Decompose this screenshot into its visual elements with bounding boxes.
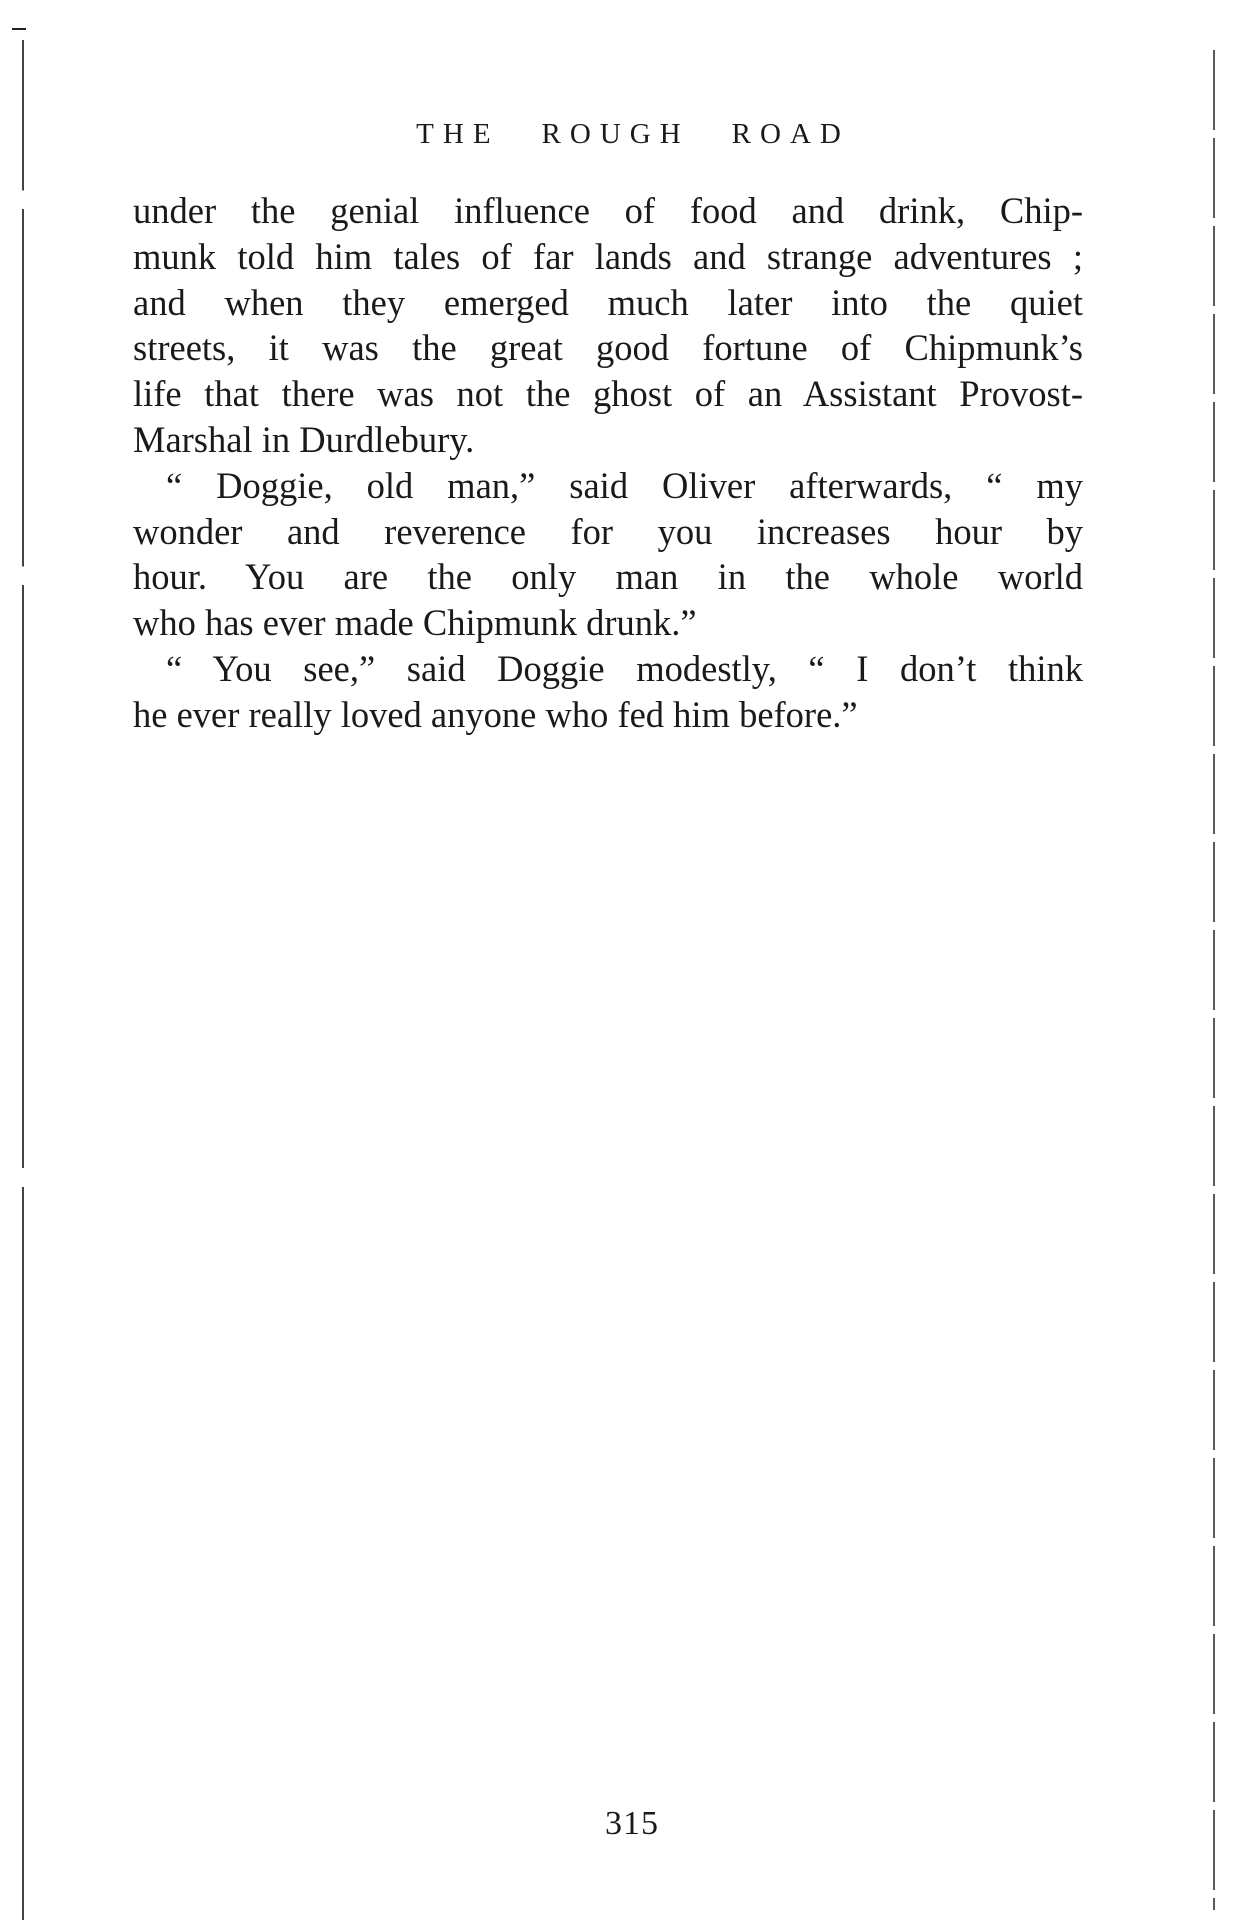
- page-number: 315: [605, 1805, 659, 1842]
- running-head: [0, 118, 1236, 151]
- running-head-word: ROAD: [731, 118, 850, 150]
- text-line: who has ever made Chipmunk drunk.”: [133, 602, 697, 644]
- text-line: “ Doggie, old man,” said Oliver afterwards, “ my: [166, 464, 1083, 506]
- text-line: “ You see,” said Doggie modestly, “ I don’t think: [166, 647, 1083, 689]
- text-line: wonder and reverence for you increases hour by: [133, 510, 1083, 552]
- text-line: Marshal in Durdlebury.: [133, 418, 475, 460]
- left-page-edge: [22, 40, 24, 1920]
- running-head-word: ROUGH: [541, 118, 690, 150]
- body-text: [133, 188, 1083, 738]
- text-line: life that there was not the ghost of an Assistant Provost-: [133, 373, 1083, 415]
- right-page-edge: [1213, 50, 1215, 1910]
- text-line: hour. You are the only man in the whole world: [133, 556, 1083, 598]
- text-line: munk told him tales of far lands and strange adventures ;: [133, 235, 1083, 277]
- text-line: streets, it was the great good fortune of Chipmunk’s: [133, 327, 1083, 369]
- text-line: and when they emerged much later into the quiet: [133, 281, 1083, 323]
- text-line: he ever really loved anyone who fed him before.”: [133, 693, 858, 735]
- text-line: under the genial influence of food and drink, Chip-: [133, 190, 1083, 231]
- page-edge-mark: [12, 28, 26, 30]
- running-head-word: THE: [416, 118, 500, 150]
